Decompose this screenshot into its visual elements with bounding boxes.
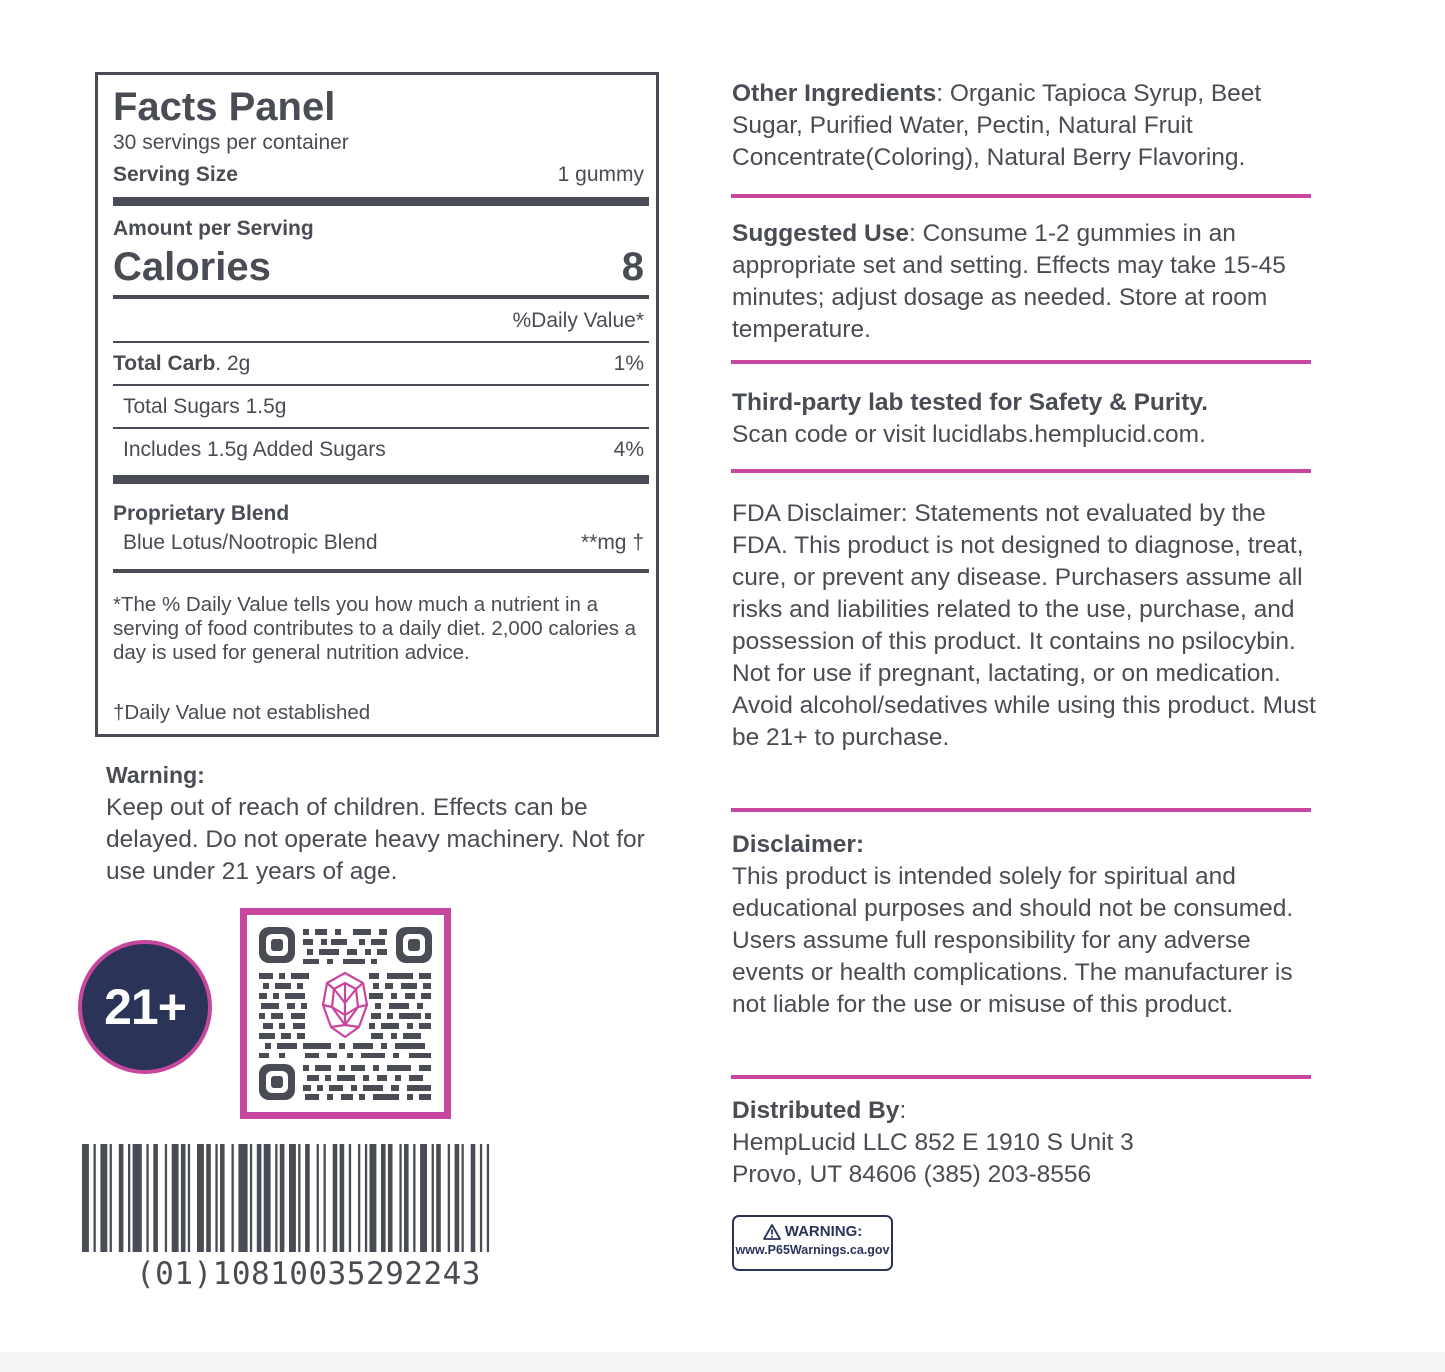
added-sugars-dv: 4% [613, 438, 644, 461]
prop65-warning-label: WARNING: [784, 1223, 863, 1240]
thick-divider [113, 197, 649, 206]
prop65-url[interactable]: www.P65Warnings.ca.gov [735, 1243, 890, 1257]
thick-divider [113, 475, 649, 484]
amount-per-serving-label: Amount per Serving [113, 217, 314, 240]
barcode-bar [82, 1144, 89, 1252]
other-ingredients [732, 78, 1322, 174]
barcode-bar [462, 1144, 464, 1252]
total-sugars: Total Sugars 1.5g [123, 395, 287, 418]
barcode-bar [324, 1144, 326, 1252]
daily-value-footnote: *The % Daily Value tells you how much a nutrient in a serving of food contributes to a daily diet. 2,000 calories a day is used for general nutrition advice. [113, 593, 637, 664]
barcode-bar [349, 1144, 351, 1252]
bottom-strip [0, 1352, 1445, 1372]
facts-panel [95, 72, 659, 737]
barcode-bar [232, 1144, 234, 1252]
barcode-bar [197, 1144, 204, 1252]
barcode-bar [480, 1144, 482, 1252]
distributor-colon: : [899, 1097, 907, 1124]
thin-divider [113, 427, 649, 429]
daily-value-header: %Daily Value* [512, 309, 644, 332]
pink-divider [731, 808, 1311, 812]
disclaimer [732, 829, 1322, 1021]
suggested-use [732, 218, 1322, 346]
barcode-bar [399, 1144, 401, 1252]
lion-logo-icon [323, 973, 367, 1037]
barcode-bar [110, 1144, 112, 1252]
lab-tested-heading: Third-party lab tested for Safety & Purity. [732, 389, 1209, 416]
barcode-bar [317, 1144, 319, 1252]
barcode-bar [206, 1144, 211, 1252]
barcode-bar [280, 1144, 285, 1252]
suggested-use-text: : Consume 1-2 gummies in an appropriate set and setting. Effects may take 15-45 minutes; adjust dosage as needed. Store at room temperature. [732, 220, 1286, 343]
blend-amount: **mg † [580, 531, 644, 554]
warning-triangle-icon [763, 1224, 781, 1240]
thin-divider [113, 384, 649, 386]
facts-panel-title: Facts Panel [113, 85, 336, 129]
barcode-bar [172, 1144, 179, 1252]
thin-divider [113, 341, 649, 343]
barcode-bar [340, 1144, 345, 1252]
barcode-number: (01)10810035292243 [136, 1256, 481, 1292]
fda-disclaimer: FDA Disclaimer: Statements not evaluated by the FDA. This product is not designed to diagnose, treat, cure, or prevent any disease. Purchasers assume all risks and liabilities related to the use, purchase, and possession of this product. It contains no psilocybin. Not for use if pregnant, lactating, or on medication. Avoid alcohol/sedatives while using this product. Must be 21+ to purchase. [732, 500, 1316, 751]
disclaimer-text: This product is intended solely for spiritual and educational purposes and should not be consumed. Users assume full responsibility for any adverse events or health complications. The manufacturer is not liable for the use or misuse of this product. [732, 863, 1294, 1018]
barcode-bar [128, 1144, 130, 1252]
barcode-bar [358, 1144, 360, 1252]
distributor [732, 1095, 1322, 1191]
barcode-bar [133, 1144, 142, 1252]
calories-value: 8 [621, 245, 644, 289]
pink-divider [731, 1075, 1311, 1079]
barcode [82, 1144, 544, 1254]
barcode-bar [305, 1144, 310, 1252]
barcode-bar [181, 1144, 186, 1252]
pink-divider [731, 360, 1311, 364]
other-ingredients-label: Other Ingredients [732, 80, 937, 107]
barcode-bar [298, 1144, 300, 1252]
warning-text: Keep out of reach of children. Effects can be delayed. Do not operate heavy machinery. Not for use under 21 years of age. [106, 794, 645, 885]
barcode-bar [289, 1144, 296, 1252]
medium-divider [113, 295, 649, 299]
barcode-bar [153, 1144, 158, 1252]
barcode-bar [365, 1144, 367, 1252]
barcode-bar [119, 1144, 124, 1252]
barcode-bar [471, 1144, 476, 1252]
barcode-bar [264, 1144, 271, 1252]
warning-heading: Warning: [106, 762, 205, 788]
pink-divider [731, 194, 1311, 198]
barcode-bar [455, 1144, 460, 1252]
serving-size-label: Serving Size [113, 163, 238, 186]
prop65-warning-box [732, 1215, 893, 1271]
barcode-bar [432, 1144, 434, 1252]
pink-divider [731, 469, 1311, 473]
qr-code-pattern [259, 927, 432, 1100]
age-21-badge: 21+ [78, 940, 212, 1074]
lab-tested [732, 387, 1322, 451]
barcode-bar [420, 1144, 427, 1252]
barcode-bar [238, 1144, 247, 1252]
barcode-bar [215, 1144, 217, 1252]
barcode-bar [413, 1144, 415, 1252]
qr-code[interactable] [240, 908, 451, 1119]
suggested-use-label: Suggested Use [732, 220, 909, 247]
proprietary-blend-label: Proprietary Blend [113, 502, 290, 525]
distributor-address-line1: HempLucid LLC 852 E 1910 S Unit 3 [732, 1129, 1134, 1156]
disclaimer-heading: Disclaimer: [732, 831, 865, 858]
lab-tested-text: Scan code or visit lucidlabs.hemplucid.com. [732, 421, 1206, 448]
medium-divider [113, 569, 649, 573]
total-carb-label: Total Carb [113, 352, 216, 375]
barcode-bar [94, 1144, 96, 1252]
barcode-bar [250, 1144, 252, 1252]
distributor-address-line2: Provo, UT 84606 (385) 203-8556 [732, 1161, 1092, 1188]
total-carb-amount: . 2g [215, 352, 251, 375]
barcode-bar [487, 1144, 489, 1252]
barcode-bar [100, 1144, 107, 1252]
barcode-bar [448, 1144, 450, 1252]
barcode-bar [381, 1144, 386, 1252]
barcode-bar [333, 1144, 338, 1252]
barcode-bar [146, 1144, 148, 1252]
barcode-bar [404, 1144, 409, 1252]
barcode-bar [436, 1144, 441, 1252]
distributor-label-row [732, 1095, 1322, 1127]
calories-label: Calories [113, 245, 271, 289]
added-sugars: Includes 1.5g Added Sugars [123, 438, 386, 461]
barcode-bar [220, 1144, 225, 1252]
barcode-bar [165, 1144, 167, 1252]
servings-per-container: 30 servings per container [113, 131, 349, 154]
barcode-bar [275, 1144, 277, 1252]
blend-name: Blue Lotus/Nootropic Blend [123, 531, 378, 554]
serving-size-value: 1 gummy [557, 163, 644, 186]
barcode-bar [388, 1144, 393, 1252]
barcode-bar [188, 1144, 190, 1252]
total-carb-row [113, 352, 250, 376]
dagger-note: †Daily Value not established [113, 701, 371, 724]
distributor-label: Distributed By [732, 1097, 900, 1124]
barcode-bar [370, 1144, 377, 1252]
barcode-bar [257, 1144, 262, 1252]
other-ingredients-text: : Organic Tapioca Syrup, Beet Sugar, Purified Water, Pectin, Natural Fruit Concentrate(Coloring), Natural Berry Flavoring. [732, 80, 1262, 171]
total-carb-dv: 1% [613, 352, 644, 375]
